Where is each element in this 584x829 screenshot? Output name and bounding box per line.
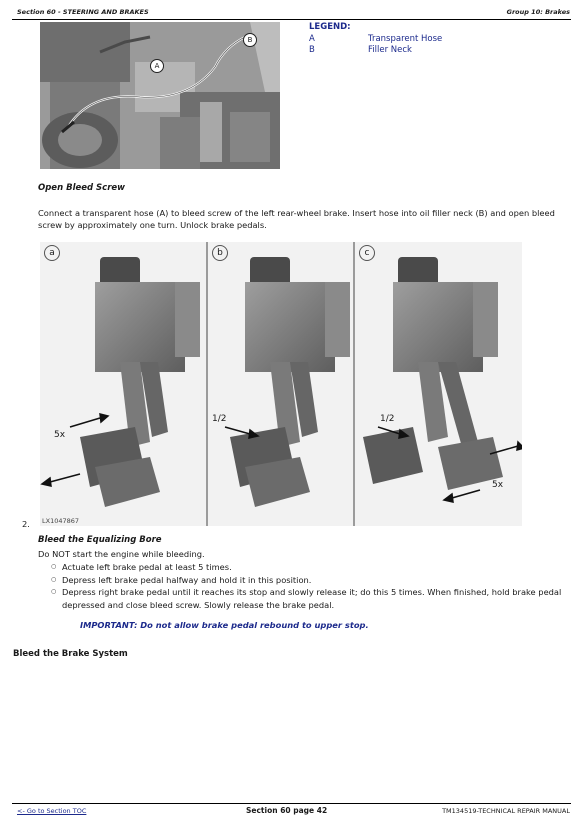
step2-intro: Do NOT start the engine while bleeding. — [38, 549, 205, 559]
header-rule — [12, 19, 571, 20]
figure-code: LX1047867 — [42, 517, 80, 525]
section-heading: Bleed the Brake System — [13, 649, 128, 659]
legend-key-a: A — [309, 34, 315, 44]
step2-bullet-list — [38, 561, 563, 611]
step1-text: Connect a transparent hose (A) to bleed screw of the left rear-wheel brake. Insert hose into oil filler neck (B) and open bleed screw by approximately one turn. Unlock brake pedals. — [38, 208, 555, 230]
section-toc-link[interactable]: <- Go to Section TOC — [17, 807, 87, 815]
list-item: ○ Actuate left brake pedal at least 5 times. — [38, 561, 563, 574]
step1-heading: Open Bleed Screw — [38, 183, 126, 193]
footer-rule — [12, 803, 571, 804]
panel-label-a: a — [44, 245, 60, 261]
step2-number: 2. — [22, 519, 30, 529]
panel-c-fraction: 1/2 — [380, 414, 395, 424]
callout-b: B — [243, 33, 257, 47]
step2-heading: Bleed the Equalizing Bore — [38, 535, 162, 545]
hose-photo — [40, 22, 280, 169]
page-number: Section 60 page 42 — [246, 806, 328, 815]
header-group: Group 10: Brakes — [506, 8, 570, 16]
panel-label-c: c — [359, 245, 375, 261]
header-section: Section 60 - STEERING AND BRAKES — [17, 8, 149, 16]
pedal-figure — [40, 242, 522, 526]
legend-text-a: Transparent Hose — [368, 34, 443, 44]
list-item: ○ Depress left brake pedal halfway and hold it in this position. — [38, 574, 563, 587]
panel-label-b: b — [212, 245, 228, 261]
legend-key-b: B — [309, 45, 315, 55]
list-item: ○ Depress right brake pedal until it reaches its stop and slowly release it; do this 5 times. When finished, hold brake pedal depressed and close bleed screw. Slowly release the brake pedal. — [38, 586, 563, 611]
panel-a-count: 5x — [54, 430, 66, 440]
legend-title: LEGEND: — [309, 22, 351, 32]
manual-title: TM134519-TECHNICAL REPAIR MANUAL — [442, 807, 570, 815]
panel-c-count: 5x — [492, 480, 504, 490]
callout-a: A — [150, 59, 164, 73]
panel-b-fraction: 1/2 — [212, 414, 227, 424]
important-note: IMPORTANT: Do not allow brake pedal rebound to upper stop. — [80, 620, 369, 630]
legend-text-b: Filler Neck — [368, 45, 412, 55]
